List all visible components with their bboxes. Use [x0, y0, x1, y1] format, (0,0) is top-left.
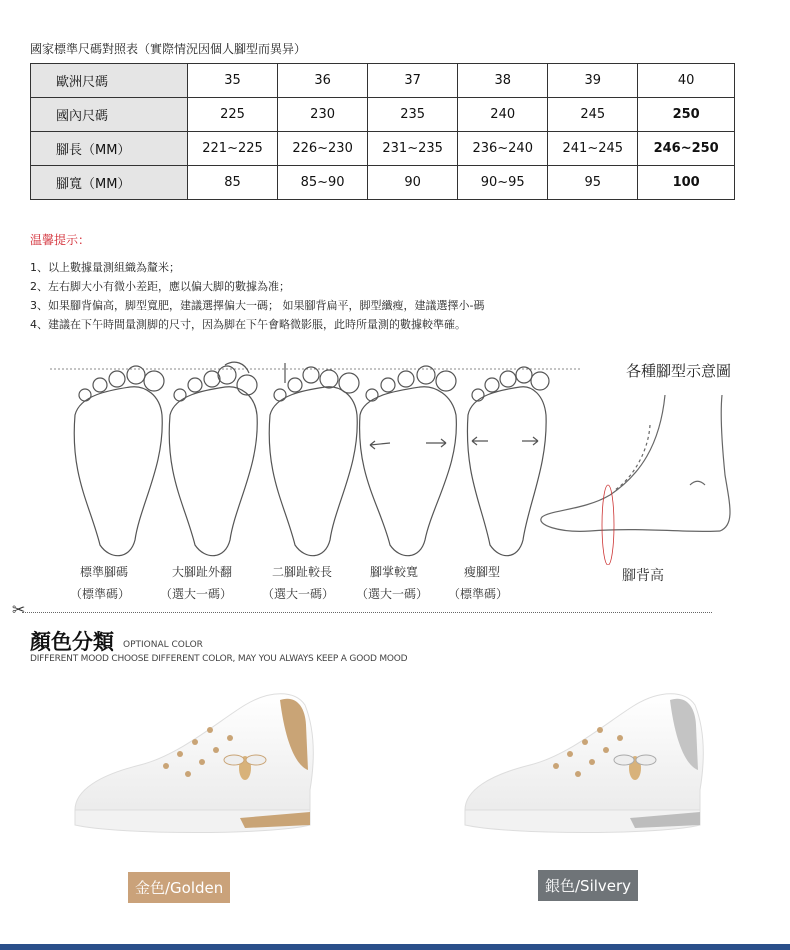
- table-cell: 36: [278, 64, 368, 98]
- foot-type-advice: （標準碼）: [70, 587, 131, 601]
- foot-long-second-toe-icon: [269, 363, 359, 556]
- foot-outlines-illustration: [40, 355, 600, 565]
- foot-type-advice: （選大一碼）: [160, 587, 233, 601]
- tip-item: 1、以上數據量測組織為釐米；: [30, 261, 180, 274]
- foot-arch-illustration: [530, 385, 770, 565]
- table-row: [31, 166, 735, 200]
- table-cell: 225: [188, 98, 278, 132]
- foot-type-name: 腳掌較寬: [370, 565, 419, 579]
- table-cell: 90: [368, 166, 458, 200]
- tip-item: 3、如果腳背偏高，脚型寬肥，建議選擇偏大一碼； 如果腳背扁平，脚型纖瘦，建議選擇小-碼: [30, 299, 485, 312]
- table-cell: 85: [188, 166, 278, 200]
- color-section-mood: DIFFERENT MOOD CHOOSE DIFFERENT COLOR, MAY YOU ALWAYS KEEP A GOOD MOOD: [30, 654, 408, 664]
- table-cell: 35: [188, 64, 278, 98]
- tips-list: [30, 258, 484, 334]
- foot-type-name: 標準腳碼: [80, 565, 129, 579]
- table-row: [31, 98, 735, 132]
- table-cell: 231~235: [368, 132, 458, 166]
- foot-type-advice: （選大一碼）: [356, 587, 429, 601]
- table-cell: 38: [458, 64, 548, 98]
- row-header: 國內尺碼: [31, 98, 188, 132]
- arch-label: 腳背高: [622, 568, 664, 584]
- color-option-golden[interactable]: 金色/Golden: [128, 872, 230, 903]
- foot-wide-icon: [360, 366, 457, 556]
- bottom-bar: [0, 944, 790, 950]
- table-cell: 236~240: [458, 132, 548, 166]
- table-cell: 37: [368, 64, 458, 98]
- silvery-sneaker-image: [460, 680, 720, 850]
- foot-standard-icon: [74, 366, 164, 556]
- golden-sneaker-image: [70, 680, 330, 850]
- table-cell: 226~230: [278, 132, 368, 166]
- foot-type-advice: （標準碼）: [448, 587, 509, 601]
- tip-item: 4、建議在下午時間量測脚的尺寸，因為脚在下午會略微影脹，此時所量測的數據較準確。: [30, 318, 466, 331]
- table-cell: 245: [548, 98, 638, 132]
- foot-bunion-icon: [169, 362, 257, 556]
- color-section-title: 顏色分類: [30, 630, 114, 654]
- table-row: [31, 64, 735, 98]
- tip-item: 2、左右脚大小有微小差距，應以偏大脚的數據為准；: [30, 280, 290, 293]
- row-header: 腳長（MM）: [31, 132, 188, 166]
- table-cell: 100: [638, 166, 735, 200]
- foot-type-name: 二腳趾較長: [272, 565, 333, 579]
- foot-type-name: 瘦腳型: [464, 565, 501, 579]
- row-header: 歐洲尺碼: [31, 64, 188, 98]
- foot-type-advice: （選大一碼）: [262, 587, 335, 601]
- table-cell: 235: [368, 98, 458, 132]
- table-cell: 246~250: [638, 132, 735, 166]
- table-cell: 95: [548, 166, 638, 200]
- tips-title: 温馨提示：: [30, 233, 91, 247]
- size-chart-caption: 國家標準尺碼對照表（實際情況因個人腳型而異异）: [30, 42, 307, 56]
- table-cell: 221~225: [188, 132, 278, 166]
- table-row: [31, 132, 735, 166]
- table-cell: 241~245: [548, 132, 638, 166]
- size-chart-table: [30, 63, 735, 200]
- table-cell: 230: [278, 98, 368, 132]
- table-cell: 90~95: [458, 166, 548, 200]
- scissors-icon: ✂: [12, 600, 26, 619]
- table-cell: 85~90: [278, 166, 368, 200]
- foot-types-title: 各種腳型示意圖: [626, 362, 732, 380]
- table-cell: 250: [638, 98, 735, 132]
- table-cell: 39: [548, 64, 638, 98]
- color-option-silvery[interactable]: 銀色/Silvery: [538, 870, 638, 901]
- foot-type-name: 大腳趾外翻: [172, 565, 233, 579]
- color-section-subtitle: OPTIONAL COLOR: [123, 640, 203, 650]
- cut-divider: [22, 612, 712, 613]
- table-cell: 240: [458, 98, 548, 132]
- table-cell: 40: [638, 64, 735, 98]
- row-header: 腳寬（MM）: [31, 166, 188, 200]
